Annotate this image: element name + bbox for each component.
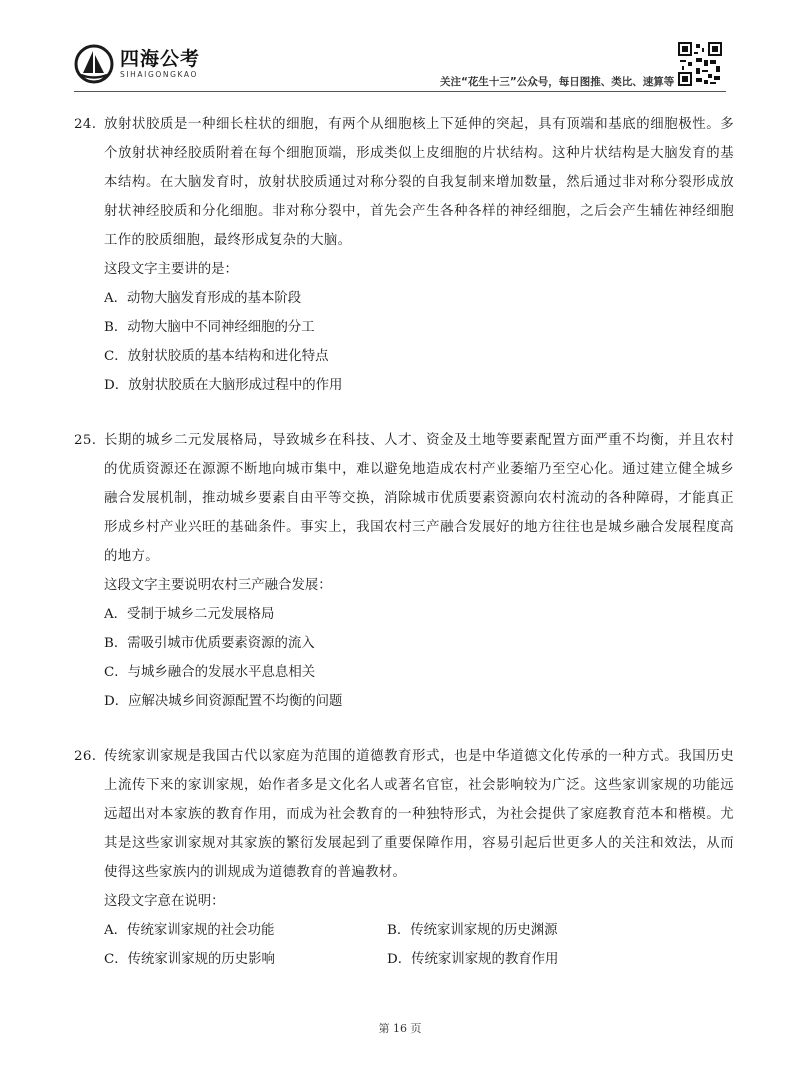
question-text: 长期的城乡二元发展格局，导致城乡在科技、人才、资金及土地等要素配置方面严重不均衡，并且农村的优质资源还在源源不断地向城市集中，难以避免地造成农村产业萎缩乃至空心化。通过建立健全城乡融合发展机制，推动城乡要素自由平等交换，消除城市优质要素资源向农村流动的各种障碍，才能真正形成乡村产业兴旺的基础条件。事实上，我国农村三产融合发展好的地方往往也是城乡融合发展程度高的地方。 [104, 433, 734, 564]
question-24 [74, 110, 734, 400]
question-stem [74, 110, 734, 255]
option-c[interactable]: C．与城乡融合的发展水平息息相关 [104, 665, 316, 680]
page-header [0, 0, 800, 92]
header-tagline: 关注“花生十三”公众号，每日图推、类比、速算等 [440, 76, 675, 88]
option-row [74, 945, 734, 974]
qr-code-icon [678, 42, 722, 86]
sailboat-logo-icon [74, 44, 114, 84]
question-prompt: 这段文字主要说明农村三产融合发展： [104, 578, 332, 593]
option-b[interactable]: B．动物大脑中不同神经细胞的分工 [104, 320, 315, 335]
question-25 [74, 426, 734, 716]
logo-subtitle: SIHAIGONGKAO [120, 70, 198, 79]
question-stem [74, 426, 734, 571]
option-a[interactable]: A．传统家训家规的社会功能 [104, 923, 275, 938]
question-text: 放射状胶质是一种细长柱状的细胞，有两个从细胞核上下延伸的突起，具有顶端和基底的细胞极性。多个放射状神经胶质附着在每个细胞顶端，形成类似上皮细胞的片状结构。这种片状结构是大脑发育的基本结构。在大脑发育时，放射状胶质通过对称分裂的自我复制来增加数量，然后通过非对称分裂形成放射状神经胶质和分化细胞。非对称分裂中，首先会产生各种各样的神经细胞，之后会产生辅佐神经细胞工作的胶质细胞，最终形成复杂的大脑。 [104, 117, 734, 248]
question-number: 24. [74, 117, 97, 132]
option-d[interactable]: D．应解决城乡间资源配置不均衡的问题 [104, 694, 343, 709]
option-d[interactable]: D．传统家训家规的教育作用 [387, 952, 559, 967]
option-b[interactable]: B．需吸引城市优质要素资源的流入 [104, 636, 315, 651]
option-c[interactable]: C．放射状胶质的基本结构和进化特点 [104, 349, 329, 364]
option-a[interactable]: A．受制于城乡二元发展格局 [104, 607, 275, 622]
page-number: 第 16 页 [378, 1022, 422, 1035]
header-divider [74, 91, 726, 92]
question-prompt: 这段文字意在说明： [104, 894, 225, 909]
question-26 [74, 742, 734, 974]
option-d[interactable]: D．放射状胶质在大脑形成过程中的作用 [104, 378, 343, 393]
question-number: 26. [74, 749, 97, 764]
question-number: 25. [74, 433, 97, 448]
logo [74, 44, 200, 84]
logo-title: 四海公考 [120, 48, 201, 70]
option-b[interactable]: B．传统家训家规的历史渊源 [387, 923, 558, 938]
option-row [74, 916, 734, 945]
option-c[interactable]: C．传统家训家规的历史影响 [104, 952, 275, 967]
option-a[interactable]: A．动物大脑发育形成的基本阶段 [104, 291, 302, 306]
question-prompt: 这段文字主要讲的是： [104, 262, 238, 277]
question-stem [74, 742, 734, 887]
question-text: 传统家训家规是我国古代以家庭为范围的道德教育形式，也是中华道德文化传承的一种方式。我国历史上流传下来的家训家规，始作者多是文化名人或著名官宦，社会影响较为广泛。这些家训家规的功能远远超出对本家族的教育作用，而成为社会教育的一种独特形式，为社会提供了家庭教育范本和楷模。尤其是这些家训家规对其家族的繁衍发展起到了重要保障作用，容易引起后世更多人的关注和效法，从而使得这些家族内的训规成为道德教育的普遍教材。 [104, 749, 734, 880]
